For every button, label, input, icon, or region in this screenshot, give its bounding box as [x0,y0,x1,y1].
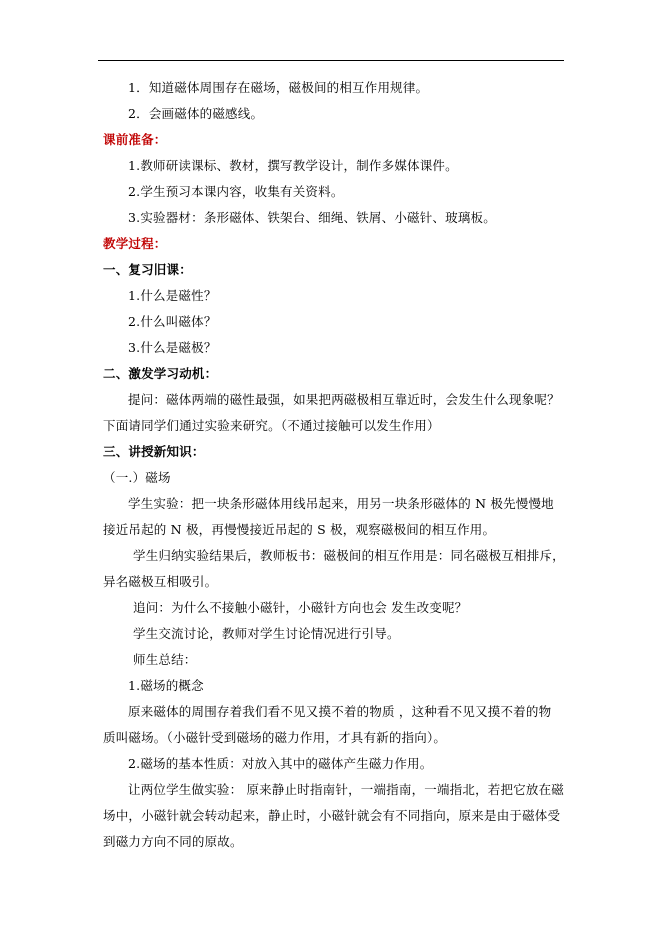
prep-item-3: 3.实验器材：条形磁体、铁架台、细绳、铁屑、小磁针、玻璃板。 [128,210,496,225]
prep-item-1: 1.教师研读课标、教材，撰写教学设计，制作多媒体课件。 [128,158,458,173]
demo-line-2: 场中，小磁针就会转动起来，静止时，小磁针就会有不同指向，原来是由于磁体受 [103,808,561,823]
experiment-line-1: 学生实验：把一块条形磁体用线吊起来，用另一块条形磁体的 N 极先慢慢地 [128,496,554,511]
question-line-2: 下面请同学们通过实验来研究。（不通过接触可以发生作用） [103,418,440,433]
followup-question: 追问：为什么不接触小磁针，小磁针方向也会 发生改变呢？ [133,600,468,615]
subsection-magnetic-field: （一.）磁场 [103,470,171,485]
summary-line-1: 学生归纳实验结果后，教师板书：磁极间的相互作用是：同名磁极互相排斥， [133,548,565,563]
heading-process: 教学过程： [103,236,167,251]
objective-1: 1．知道磁体周围存在磁场，磁极间的相互作用规律。 [128,80,429,95]
conclusion-label: 师生总结： [133,652,197,667]
concept-heading: 1.磁场的概念 [128,678,204,693]
section-review: 一、复习旧课： [103,262,192,277]
section-new-knowledge: 三、讲授新知识： [103,444,205,459]
review-q2: 2.什么叫磁体？ [128,314,217,329]
review-q1: 1.什么是磁性？ [128,288,217,303]
concept-line-1: 原来磁体的周围存着我们看不见又摸不着的物质 ，这种看不见又摸不着的物 [128,704,552,719]
discussion-line: 学生交流讨论，教师对学生讨论情况进行引导。 [133,626,400,641]
demo-line-1: 让两位学生做实验： 原来静止时指南针，一端指南，一端指北，若把它放在磁 [128,782,564,797]
objective-2: 2．会画磁体的磁感线。 [128,106,264,121]
property-line: 2.磁场的基本性质：对放入其中的磁体产生磁力作用。 [128,756,433,771]
demo-line-3: 到磁力方向不同的原故。 [103,834,243,849]
section-motivation: 二、激发学习动机： [103,366,218,381]
header-rule [98,60,564,61]
summary-line-2: 异名磁极互相吸引。 [103,574,218,589]
question-line-1: 提问：磁体两端的磁性最强，如果把两磁极相互靠近时，会发生什么现象呢？ [128,392,560,407]
prep-item-2: 2.学生预习本课内容，收集有关资料。 [128,184,344,199]
experiment-line-2: 接近吊起的 N 极，再慢慢接近吊起的 S 极，观察磁极间的相互作用。 [103,522,496,537]
review-q3: 3.什么是磁极？ [128,340,217,355]
concept-line-2: 质叫磁场。（小磁针受到磁场的磁力作用，才具有新的指向）。 [103,730,447,745]
heading-preparation: 课前准备： [103,132,167,147]
